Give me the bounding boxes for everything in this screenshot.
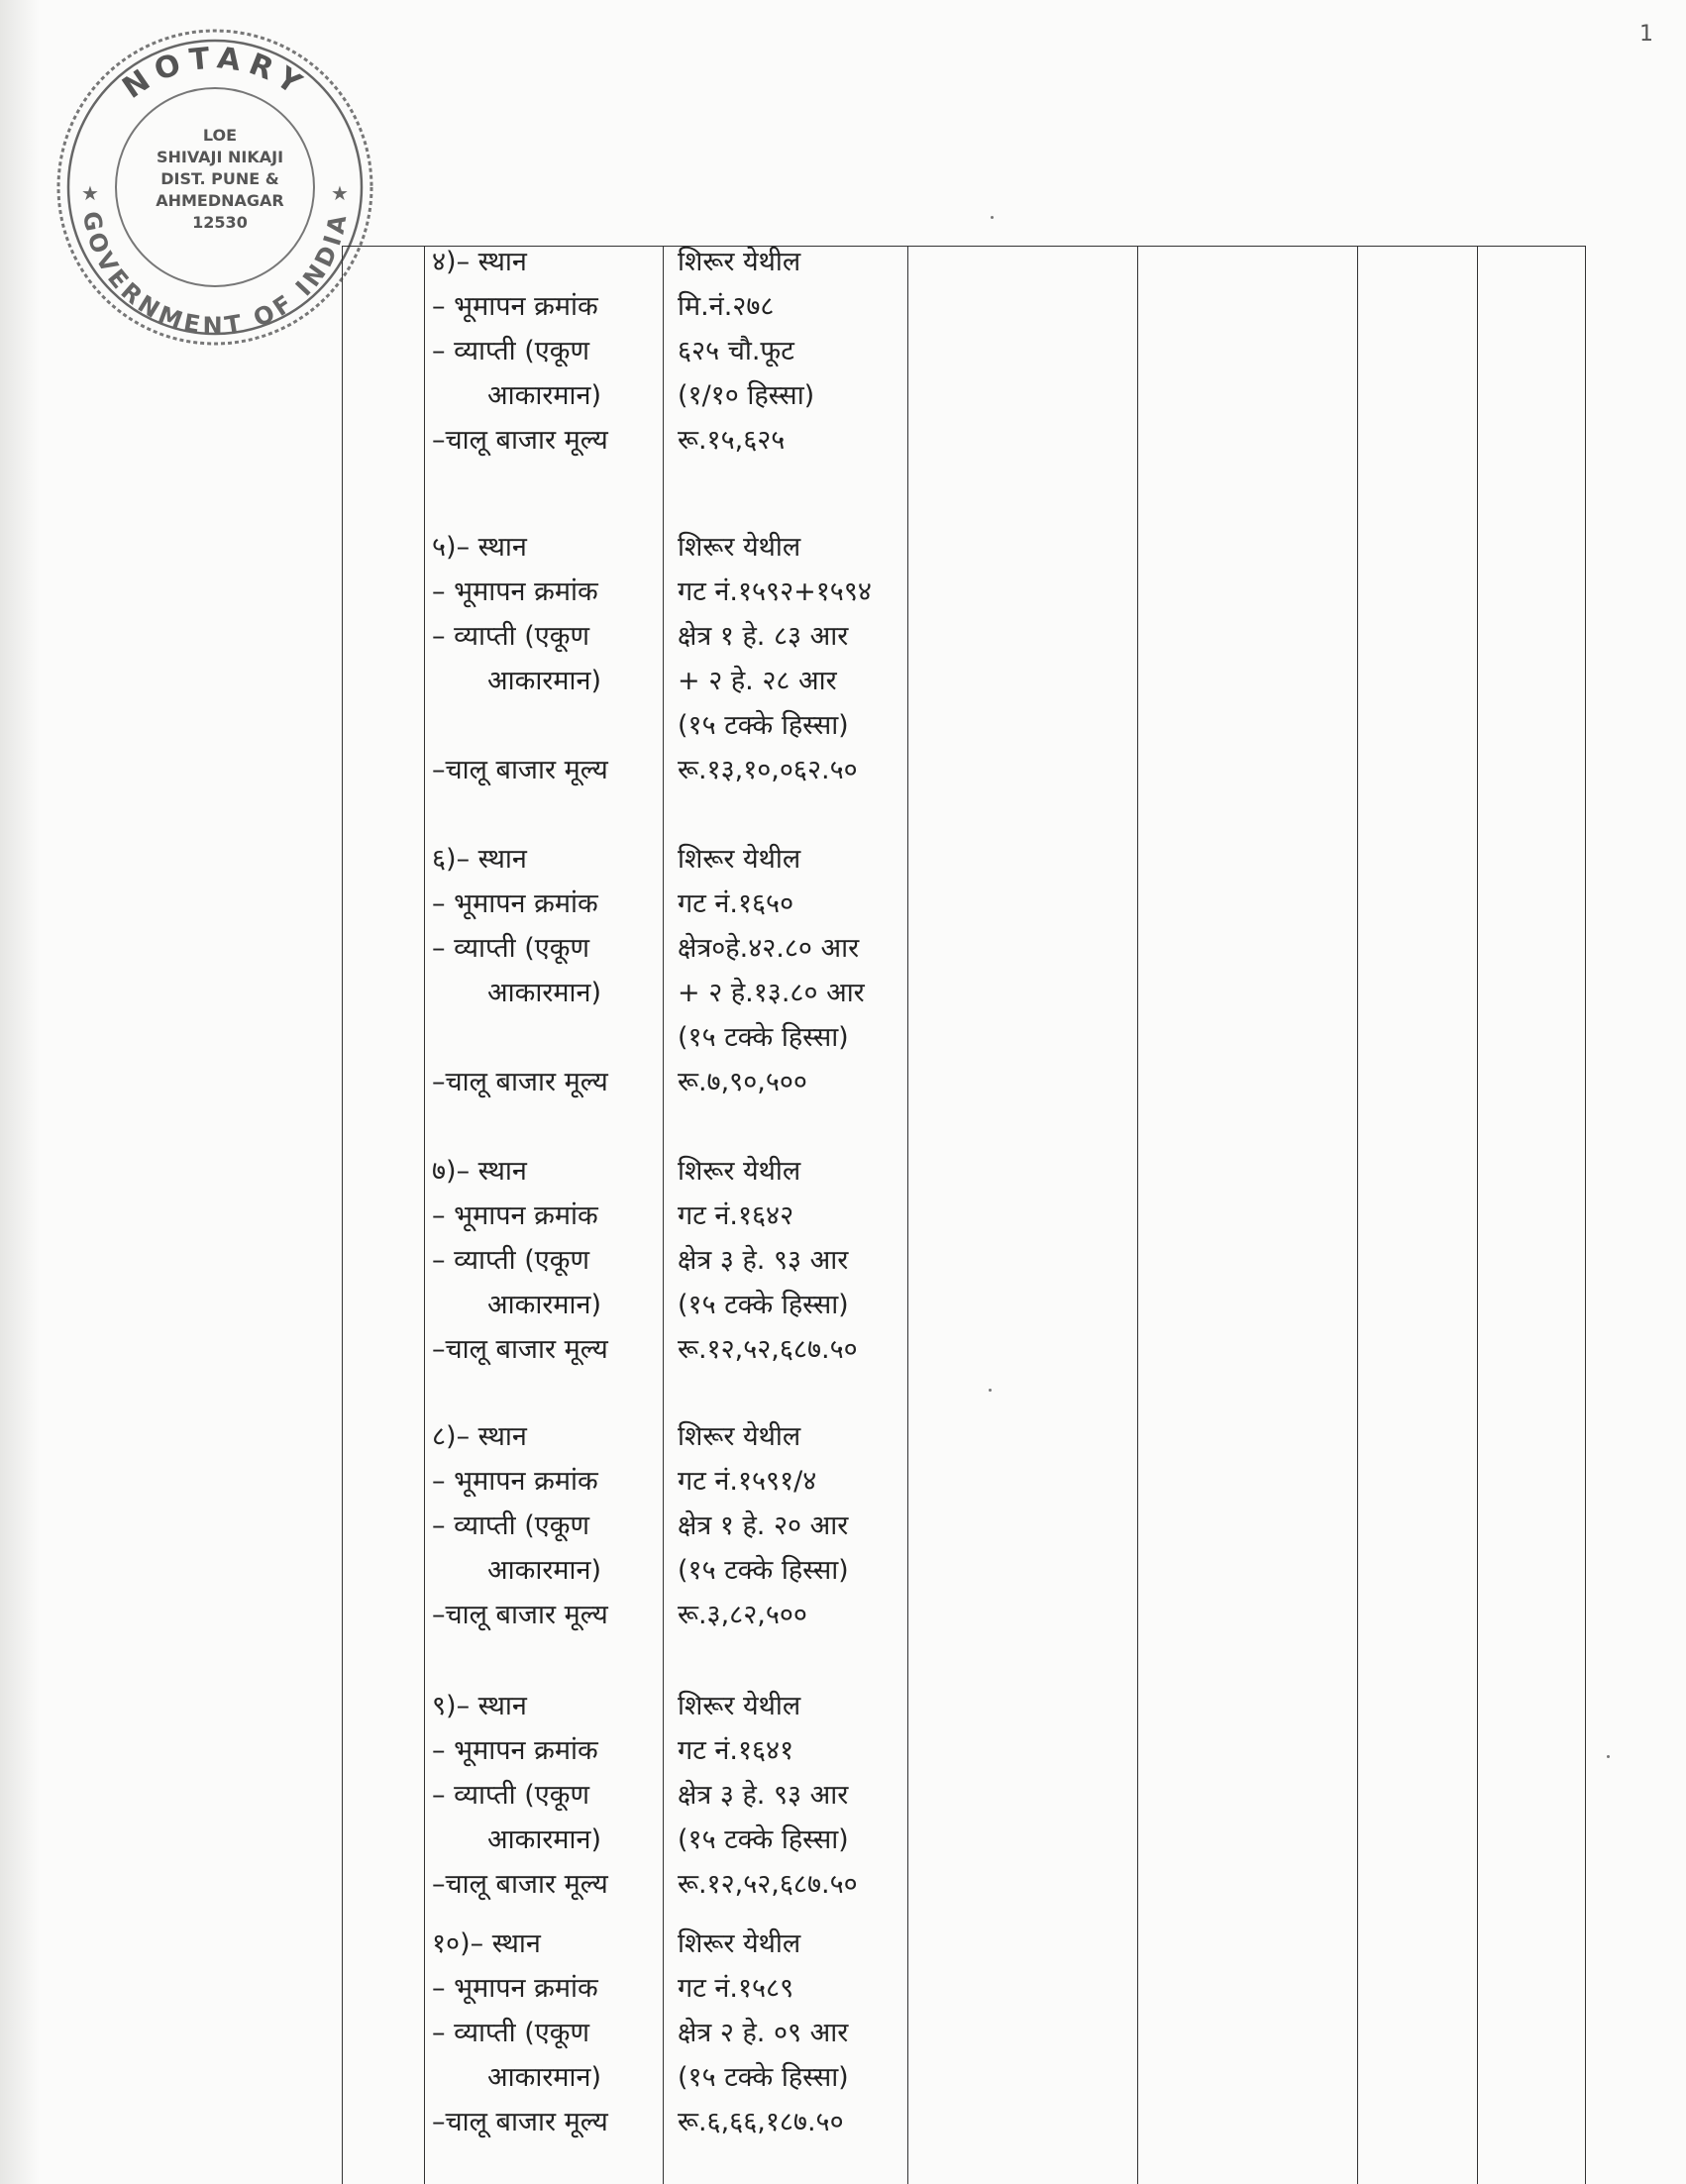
property-entry-values [678, 525, 905, 792]
entry-value: रू.७,९०,५०० [678, 1067, 807, 1097]
entry-value: गट नं.१५९२+१५९४ [678, 576, 872, 607]
stamp-inner-line: 12530 [192, 213, 248, 232]
property-entry-values [678, 240, 905, 463]
entry-label: १०)– स्थान [432, 1928, 541, 1959]
table-column-divider [424, 246, 425, 2184]
stamp-star-left-icon: ★ [81, 181, 99, 205]
entry-label: आकारमान) [487, 2062, 602, 2093]
table-column-divider [1477, 246, 1478, 2184]
table-column-divider [907, 246, 908, 2184]
property-entry-values [678, 1684, 905, 1907]
entry-value: (१५ टक्के हिस्सा) [678, 710, 849, 741]
entry-value: (१५ टक्के हिस्सा) [678, 1555, 849, 1586]
stamp-star-right-icon: ★ [331, 181, 349, 205]
property-entry-values [678, 1414, 905, 1637]
entry-value: शिरूर येथील [678, 1691, 801, 1721]
entry-label: – व्याप्ती (एकूण [432, 1780, 589, 1811]
property-entry-labels [432, 1149, 662, 1372]
entry-label: ४)– स्थान [432, 247, 527, 277]
entry-value: शिरूर येथील [678, 1421, 801, 1452]
entry-value: मि.नं.२७८ [678, 291, 775, 322]
entry-label: – भूमापन क्रमांक [432, 1466, 598, 1497]
entry-value: गट नं.१६४१ [678, 1735, 794, 1766]
entry-value: (१५ टक्के हिस्सा) [678, 1290, 849, 1320]
entry-label [432, 703, 662, 748]
scan-speck [991, 216, 994, 219]
entry-label: – भूमापन क्रमांक [432, 1735, 598, 1766]
property-entry-labels [432, 240, 662, 463]
entry-label [432, 1015, 662, 1060]
entry-label: आकारमान) [487, 1555, 602, 1586]
entry-label: –चालू बाजार मूल्य [432, 755, 608, 785]
entry-label: आकारमान) [487, 1824, 602, 1855]
entry-label: –चालू बाजार मूल्य [432, 425, 608, 456]
table-column-divider [663, 246, 664, 2184]
property-entry-labels [432, 1922, 662, 2144]
entry-label: – भूमापन क्रमांक [432, 576, 598, 607]
entry-label: –चालू बाजार मूल्य [432, 2107, 608, 2137]
entry-label: –चालू बाजार मूल्य [432, 1067, 608, 1097]
entry-value: क्षेत्र १ हे. २० आर [678, 1510, 849, 1541]
property-entry-values [678, 1922, 905, 2144]
entry-value: रू.१५,६२५ [678, 425, 786, 456]
entry-value: (१५ टक्के हिस्सा) [678, 1824, 849, 1855]
entry-value: क्षेत्र १ हे. ८३ आर [678, 621, 849, 652]
entry-value: गट नं.१५८९ [678, 1973, 794, 2004]
entry-value: (१/१० हिस्सा) [678, 380, 815, 411]
entry-value: रू.१३,१०,०६२.५० [678, 755, 858, 785]
entry-label: – व्याप्ती (एकूण [432, 1245, 589, 1276]
entry-label: आकारमान) [487, 978, 602, 1008]
scan-speck [1607, 1755, 1610, 1758]
notary-stamp [52, 24, 378, 351]
entry-value: शिरूर येथील [678, 532, 801, 563]
property-entry-labels [432, 525, 662, 792]
entry-value: गट नं.१५९१/४ [678, 1466, 817, 1497]
entry-label: –चालू बाजार मूल्य [432, 1869, 608, 1900]
property-entry-labels [432, 1684, 662, 1907]
table-column-divider [1137, 246, 1138, 2184]
entry-value: क्षेत्र०हे.४२.८० आर [678, 933, 860, 964]
entry-value: रू.१२,५२,६८७.५० [678, 1334, 858, 1365]
entry-value: + २ हे. २८ आर [678, 666, 837, 696]
entry-value: (१५ टक्के हिस्सा) [678, 1022, 849, 1053]
stamp-inner-line: DIST. PUNE & [160, 169, 279, 188]
entry-value: शिरूर येथील [678, 844, 801, 875]
entry-label: – व्याप्ती (एकूण [432, 336, 589, 366]
entry-value: शिरूर येथील [678, 1928, 801, 1959]
entry-label: – भूमापन क्रमांक [432, 291, 598, 322]
entry-value: (१५ टक्के हिस्सा) [678, 2062, 849, 2093]
property-entry-labels [432, 1414, 662, 1637]
svg-text:NOTARY [116, 41, 313, 106]
entry-value: क्षेत्र २ हे. ०९ आर [678, 2018, 849, 2048]
entry-value: रू.६,६६,१८७.५० [678, 2107, 844, 2137]
entry-label: आकारमान) [487, 1290, 602, 1320]
stamp-inner-line: SHIVAJI NIKAJI [156, 148, 284, 166]
entry-value: रू.३,८२,५०० [678, 1600, 807, 1630]
entry-label: आकारमान) [487, 380, 602, 411]
page-mark: 1 [1639, 22, 1653, 47]
stamp-ring-top: NOTARY [116, 41, 314, 106]
entry-value: + २ हे.१३.८० आर [678, 978, 865, 1008]
stamp-ring-bottom: GOVERNMENT OF INDIA [77, 209, 353, 341]
entry-label: आकारमान) [487, 666, 602, 696]
entry-label: ८)– स्थान [432, 1421, 527, 1452]
property-entry-values [678, 1149, 905, 1372]
table-column-divider [1357, 246, 1358, 2184]
entry-value: क्षेत्र ३ हे. ९३ आर [678, 1780, 849, 1811]
entry-label: ९)– स्थान [432, 1691, 527, 1721]
entry-label: – व्याप्ती (एकूण [432, 621, 589, 652]
entry-value: ६२५ चौ.फूट [678, 336, 794, 366]
entry-label: ७)– स्थान [432, 1156, 527, 1187]
entry-label: – व्याप्ती (एकूण [432, 2018, 589, 2048]
table-column-divider [342, 246, 343, 2184]
entry-value: शिरूर येथील [678, 1156, 801, 1187]
entry-label: – व्याप्ती (एकूण [432, 1510, 589, 1541]
entry-label: ६)– स्थान [432, 844, 527, 875]
entry-label: ५)– स्थान [432, 532, 527, 563]
stamp-inner-line: LOE [202, 126, 238, 145]
entry-label: –चालू बाजार मूल्य [432, 1600, 608, 1630]
entry-value: क्षेत्र ३ हे. ९३ आर [678, 1245, 849, 1276]
entry-value: रू.१२,५२,६८७.५० [678, 1869, 858, 1900]
entry-label: – भूमापन क्रमांक [432, 1973, 598, 2004]
entry-label: – भूमापन क्रमांक [432, 888, 598, 919]
entry-value: गट नं.१६५० [678, 888, 794, 919]
stamp-inner-line: AHMEDNAGAR [156, 191, 284, 210]
entry-label: – भूमापन क्रमांक [432, 1200, 598, 1231]
scan-fold-shadow [0, 0, 40, 2184]
table-column-divider [1585, 246, 1586, 2184]
property-entry-labels [432, 837, 662, 1104]
entry-label: – व्याप्ती (एकूण [432, 933, 589, 964]
entry-value: शिरूर येथील [678, 247, 801, 277]
entry-label: –चालू बाजार मूल्य [432, 1334, 608, 1365]
entry-value: गट नं.१६४२ [678, 1200, 794, 1231]
property-entry-values [678, 837, 905, 1104]
scan-speck [989, 1389, 992, 1392]
